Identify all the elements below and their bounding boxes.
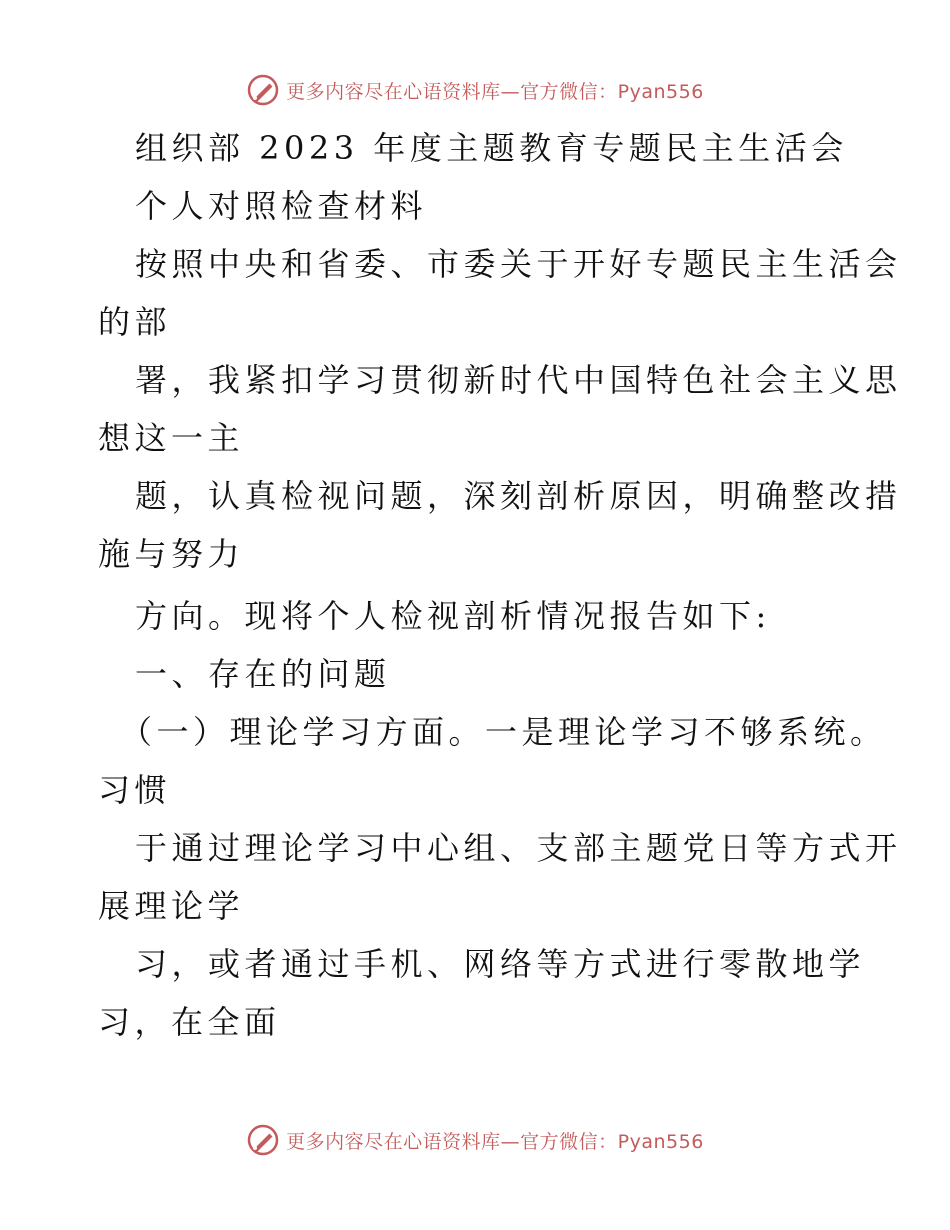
text-line: 施与努力 xyxy=(98,535,245,573)
pen-seal-logo-icon xyxy=(246,1123,280,1157)
title-line-2: 个人对照检查材料 xyxy=(135,187,428,225)
text-line: 展理论学 xyxy=(98,887,245,925)
text-line: 按照中央和省委、市委关于开好专题民主生活会 xyxy=(135,245,902,283)
text-line: 于通过理论学习中心组、支部主题党日等方式开 xyxy=(135,829,902,867)
watermark-text: 更多内容尽在心语资料库—官方微信：Pyan556 xyxy=(286,80,704,103)
text-line: 习，或者通过手机、网络等方式进行零散地学 xyxy=(135,945,866,983)
watermark-text: 更多内容尽在心语资料库—官方微信：Pyan556 xyxy=(286,1130,704,1153)
section-heading: 一、存在的问题 xyxy=(135,655,391,693)
text-line: 的部 xyxy=(98,303,172,341)
title-line-1: 组织部 2023 年度主题教育专题民主生活会 xyxy=(135,129,848,167)
header-watermark-banner xyxy=(0,70,950,110)
text-line: 方向。现将个人检视剖析情况报告如下: xyxy=(135,597,771,635)
text-line: 习惯 xyxy=(98,771,172,809)
text-line: 习，在全面 xyxy=(98,1003,281,1041)
footer-watermark-banner xyxy=(0,1120,950,1160)
text-line: 题，认真检视问题，深刻剖析原因，明确整改措 xyxy=(135,477,902,515)
text-line: 想这一主 xyxy=(98,419,245,457)
pen-seal-logo-icon xyxy=(246,73,280,107)
text-line: 署，我紧扣学习贯彻新时代中国特色社会主义思 xyxy=(135,361,902,399)
subsection-line: （一）理论学习方面。一是理论学习不够系统。 xyxy=(120,713,887,751)
